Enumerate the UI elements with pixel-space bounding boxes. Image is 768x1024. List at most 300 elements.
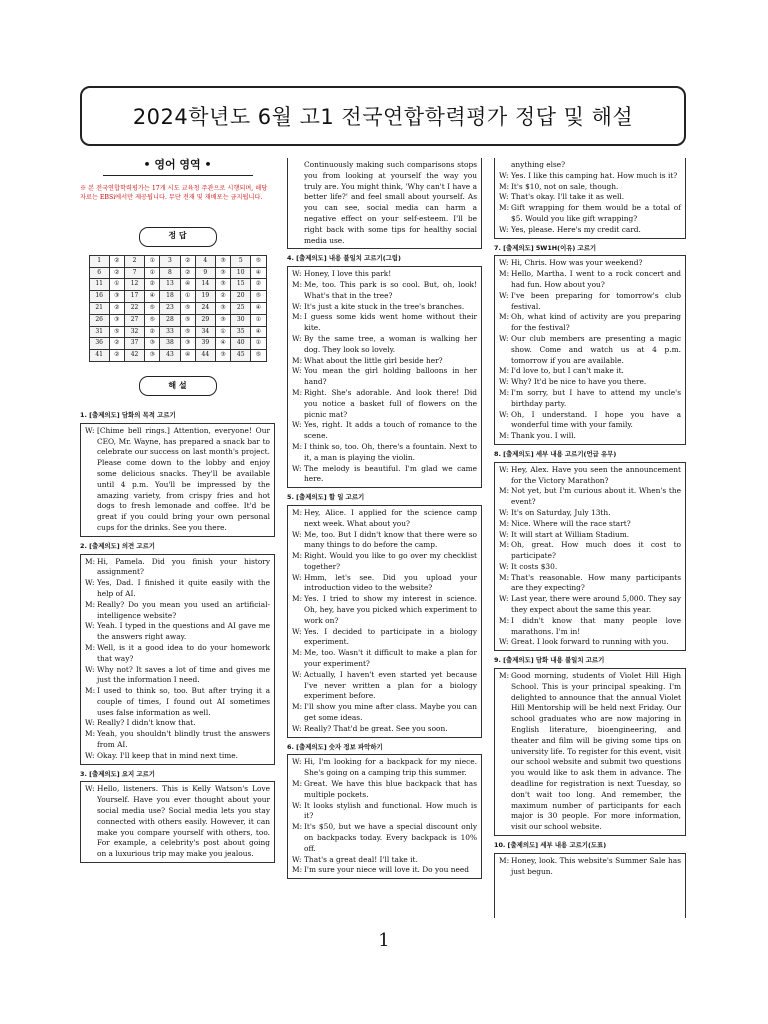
script-box	[287, 266, 482, 488]
dialogue-line	[499, 160, 681, 171]
dialogue-line	[499, 225, 681, 236]
dialogue-text: Oh, great. How much does it cost to participate?	[511, 540, 681, 561]
dialogue-text: Me, too. But I didn't know that there were so many things to do before the camp.	[304, 529, 477, 550]
dialogue-text: Me, too. Wasn't it difficult to make a plan for your experiment?	[304, 648, 477, 669]
dialogue-text: I've been preparing for tomorrow's club festival.	[511, 290, 681, 311]
dialogue-text: It's on Saturday, July 13th.	[511, 507, 611, 517]
dialogue-line	[499, 573, 681, 595]
speaker-label: M:	[292, 387, 303, 397]
dialogue-line	[292, 702, 477, 724]
speaker-label: W:	[85, 784, 95, 794]
speaker-label: W:	[292, 723, 302, 733]
speaker-label: M:	[499, 855, 510, 865]
answer-row	[89, 302, 266, 314]
answer-choice: ①	[180, 291, 195, 303]
dialogue-line	[292, 801, 477, 823]
dialogue-text: Right. Would you like to go over my checklist together?	[304, 551, 477, 571]
dialogue-text: Hi, Chris. How was your weekend?	[511, 258, 643, 268]
column-middle	[287, 158, 482, 883]
question-number: 44	[195, 350, 215, 362]
question-number: 31	[89, 326, 109, 338]
dialogue-text: I didn't know that many people love marathons. I'm in!	[511, 615, 681, 636]
dialogue-line	[499, 192, 681, 203]
dialogue-line	[292, 366, 477, 388]
question-number: 37	[124, 338, 144, 350]
answer-choice: ⑤	[145, 314, 160, 326]
answer-row	[89, 350, 266, 362]
dialogue-line	[499, 431, 681, 442]
dialogue-text: Really? Do you mean you used an artificial-intelligence website?	[97, 599, 270, 620]
answer-choice: ①	[251, 338, 266, 350]
speaker-label: M:	[292, 594, 303, 604]
dialogue-text: Our club members are presenting a magic show. Come and watch us at 4 p.m. tomorrow if you are available.	[511, 333, 681, 365]
answer-table	[89, 255, 267, 362]
question-heading: 4. [출제의도] 내용 불일치 고르기(그림)	[287, 254, 401, 263]
dialogue-text: Yes. I tried to show my interest in science. Oh, hey, have you picked which experiment to work on?	[304, 594, 477, 625]
dialogue-text: Not yet, but I'm curious about it. When's the event?	[511, 486, 681, 507]
dialogue-text: Actually, I haven't even started yet because I've never written a plan for a biology experiment before.	[304, 669, 477, 701]
dialogue-text: Honey, look. This website's Summer Sale has just begun.	[511, 855, 681, 876]
dialogue-line	[499, 508, 681, 519]
question-number: 21	[89, 302, 109, 314]
speaker-label: W:	[292, 572, 302, 582]
script-box	[494, 853, 686, 918]
question-number: 6	[89, 267, 109, 279]
answer-row	[89, 291, 266, 303]
speaker-label: M:	[499, 572, 510, 582]
speaker-label: W:	[499, 507, 509, 517]
question-number: 16	[89, 291, 109, 303]
dialogue-text: anything else?	[511, 160, 566, 169]
answer-row	[89, 267, 266, 279]
question-number: 5	[231, 255, 251, 267]
speaker-label: W:	[499, 290, 509, 300]
question-number: 14	[195, 279, 215, 291]
speaker-label: W:	[499, 192, 509, 202]
question-heading: 1. [출제의도] 담화의 목적 고르기	[80, 410, 176, 419]
question-number: 36	[89, 338, 109, 350]
dialogue-line	[499, 388, 681, 410]
answers-label: 정 답	[139, 227, 217, 247]
speaker-label: W:	[292, 366, 302, 376]
dialogue-text: Hi, I'm looking for a backpack for my niece. She's going on a camping trip this summer.	[304, 757, 477, 778]
dialogue-line	[499, 171, 681, 182]
dialogue-text: Hey, Alex. Have you seen the announcement for the Victory Marathon?	[511, 464, 681, 485]
dialogue-text: I'd love to, but I can't make it.	[511, 366, 624, 376]
speaker-label: W:	[292, 757, 302, 767]
dialogue-text: Yeah, you shouldn't blindly trust the answers from AI.	[97, 729, 270, 750]
column-right	[494, 158, 686, 918]
dialogue-line	[292, 464, 477, 486]
dialogue-text: You mean the girl holding balloons in her hand?	[304, 366, 477, 387]
dialogue-line	[499, 671, 681, 833]
dialogue-text: It's $10, not on sale, though.	[511, 181, 619, 191]
question-number: 33	[160, 326, 180, 338]
question-number: 17	[124, 291, 144, 303]
question-number: 40	[231, 338, 251, 350]
speaker-label: W:	[499, 170, 509, 180]
dialogue-line	[292, 508, 477, 530]
dialogue-line	[292, 280, 477, 302]
question-number: 32	[124, 326, 144, 338]
answer-choice: ⑤	[251, 291, 266, 303]
answer-choice: ②	[109, 267, 124, 279]
dialogue-text: It's $50, but we have a special discount only on backpacks today. Every backpack is 10% off.	[304, 822, 477, 853]
question-number: 43	[160, 350, 180, 362]
dialogue-text: Hello, Martha. I went to a rock concert and had fun. How about you?	[511, 269, 681, 289]
question-number: 3	[160, 255, 180, 267]
speaker-label: M:	[292, 779, 303, 789]
question-number: 4	[195, 255, 215, 267]
question-heading: 7. [출제의도] 5W1H(이유) 고르기	[494, 243, 597, 252]
dialogue-text: I'm sure your niece will love it. Do you need	[304, 865, 469, 875]
dialogue-line	[292, 724, 477, 735]
question-number: 9	[195, 267, 215, 279]
answer-choice: ②	[180, 255, 195, 267]
dialogue-text: I'll show you mine after class. Maybe you can get some ideas.	[304, 702, 477, 723]
questions-col1	[80, 410, 275, 863]
dialogue-line	[292, 530, 477, 552]
dialogue-line	[499, 410, 681, 432]
answer-choice: ④	[180, 350, 195, 362]
answer-choice: ①	[216, 326, 231, 338]
question-heading: 9. [출제의도] 담화 내용 불일치 고르기	[494, 656, 605, 665]
question-heading: 6. [출제의도] 숫자 정보 파악하기	[287, 742, 383, 751]
dialogue-text: It looks stylish and functional. How much is it?	[304, 800, 477, 821]
speaker-label: M:	[499, 671, 510, 681]
question-number: 26	[89, 314, 109, 326]
answer-choice: ③	[216, 255, 231, 267]
dialogue-text: [Chime bell rings.] Attention, everyone! Our CEO, Mr. Wayne, has prepared a snack bar to celebrate our success on last month's project. Please come down to the lobby and enjoy some delicious snacks. They'll be available until 4 p.m. You'll be impressed by the amazing variety, from crispy fries and hot dogs to fresh lemonade and coffee. It'd be great if you could bring your own personal cups for the drinks. See you there.	[97, 425, 270, 532]
answer-choice: ③	[216, 279, 231, 291]
answer-choice: ③	[180, 338, 195, 350]
dialogue-line	[499, 182, 681, 193]
speaker-label: M:	[292, 648, 303, 658]
dialogue-line	[292, 594, 477, 626]
dialogue-line	[499, 562, 681, 573]
dialogue-line	[292, 865, 477, 876]
speaker-label: W:	[85, 578, 95, 588]
answer-choice: ④	[180, 279, 195, 291]
question-number: 23	[160, 302, 180, 314]
dialogue-line	[499, 530, 681, 541]
dialogue-line	[85, 665, 270, 687]
question-number: 29	[195, 314, 215, 326]
dialogue-text: Me, too. This park is so cool. But, oh, look! What's that in the tree?	[304, 279, 477, 300]
speaker-label: M:	[292, 355, 303, 365]
speaker-label: W:	[292, 626, 302, 636]
question-number: 7	[124, 267, 144, 279]
answer-choice: ②	[145, 326, 160, 338]
speaker-label: W:	[499, 224, 509, 234]
question-number: 28	[160, 314, 180, 326]
speaker-label: W:	[499, 409, 509, 419]
speaker-label: M:	[292, 312, 303, 322]
dialogue-line	[499, 291, 681, 313]
page-title: 2024학년도 6월 고1 전국연합학력평가 정답 및 해설	[80, 86, 686, 146]
speaker-label: M:	[499, 486, 510, 496]
answer-choice: ⑤	[180, 302, 195, 314]
dialogue-text: Hi, Pamela. Did you finish your history assignment?	[97, 556, 270, 577]
question-number: 1	[89, 255, 109, 267]
dialogue-text: I guess some kids went home without their kite.	[304, 312, 477, 333]
dialogue-line	[85, 578, 270, 600]
dialogue-text: I think so, too. Oh, there's a fountain. Next to it, a man is playing the violin.	[304, 441, 477, 462]
dialogue-text: Good morning, students of Violet Hill High School. This is your principal speaking. I'm delighted to announce that the annual Violet Hill Mentorship will be held next Friday. Our school graduates who are now majoring in English literature, bioengineering, and theater and film will be giving some tips on university life. To register for this event, visit our school website and submit two questions you would like to ask them in advance. The deadline for registration is next Tuesday, so don't wait too long. And remember, the maximum number of participants for each major is 30 people. For more information, visit our school website.	[511, 671, 681, 832]
answer-row	[89, 255, 266, 267]
answer-choice: ⑤	[251, 350, 266, 362]
dialogue-line	[499, 540, 681, 562]
speaker-label: M:	[499, 269, 510, 279]
question-number: 12	[124, 279, 144, 291]
dialogue-line	[292, 648, 477, 670]
answer-row	[89, 338, 266, 350]
dialogue-text: Yeah. I typed in the questions and AI gave me the answers right away.	[97, 621, 270, 642]
answer-choice: ①	[251, 314, 266, 326]
speaker-label: M:	[499, 203, 510, 213]
question-number: 38	[160, 338, 180, 350]
dialogue-line	[292, 312, 477, 334]
question-number: 8	[160, 267, 180, 279]
dialogue-line	[85, 643, 270, 665]
question-heading: 3. [출제의도] 요지 고르기	[80, 769, 155, 778]
answer-choice: ⑤	[180, 326, 195, 338]
commentary-label: 해 설	[139, 376, 217, 396]
script-box	[80, 423, 275, 537]
script-box	[494, 668, 686, 836]
question-number: 34	[195, 326, 215, 338]
question-number: 22	[124, 302, 144, 314]
dialogue-line	[85, 729, 270, 751]
answer-choice: ①	[145, 255, 160, 267]
speaker-label: M:	[292, 551, 303, 561]
speaker-label: W:	[292, 463, 302, 473]
speaker-label: M:	[85, 729, 96, 739]
dialogue-text: Why? It'd be nice to have you there.	[511, 377, 647, 387]
answer-choice: ②	[109, 350, 124, 362]
speaker-label: M:	[499, 540, 510, 550]
answer-choice: ④	[251, 267, 266, 279]
script-box	[287, 158, 482, 249]
dialogue-text: Continuously making such comparisons stops you from looking at yourself the way you truly are. You might think, 'Why can't I have a better life?' and feel small about yourself. As you can see, social media can harm a negative effect on your self-esteem. I'll be right back with some tips for healthy social media use.	[304, 160, 477, 245]
speaker-label: W:	[499, 637, 509, 647]
dialogue-line	[499, 269, 681, 291]
speaker-label: W:	[499, 333, 509, 343]
answer-choice: ④	[145, 291, 160, 303]
speaker-label: M:	[292, 441, 303, 451]
dialogue-line	[292, 855, 477, 866]
dialogue-text: Really? That'd be great. See you soon.	[304, 723, 448, 733]
dialogue-text: Great. We have this blue backpack that has multiple pockets.	[304, 779, 477, 799]
speaker-label: W:	[499, 561, 509, 571]
dialogue-text: What about the little girl beside her?	[304, 355, 443, 365]
dialogue-text: Why not? It saves a lot of time and gives me just the information I need.	[97, 664, 270, 685]
dialogue-text: It's just a kite stuck in the tree's branches.	[304, 301, 465, 311]
speaker-label: M:	[499, 615, 510, 625]
dialogue-text: Hmm, let's see. Did you upload your introduction video to the website?	[304, 572, 477, 593]
dialogue-line	[499, 203, 681, 225]
answer-choice: ①	[109, 279, 124, 291]
answer-choice: ⑤	[180, 314, 195, 326]
question-number: 30	[231, 314, 251, 326]
speaker-label: W:	[292, 301, 302, 311]
speaker-label: W:	[499, 377, 509, 387]
dialogue-line	[499, 366, 681, 377]
dialogue-line	[292, 388, 477, 420]
question-heading: 2. [출제의도] 의견 고르기	[80, 541, 155, 550]
dialogue-line	[499, 312, 681, 334]
question-number: 15	[231, 279, 251, 291]
speaker-label: W:	[85, 750, 95, 760]
answer-choice: ⑤	[145, 302, 160, 314]
question-number: 24	[195, 302, 215, 314]
speaker-label: W:	[292, 333, 302, 343]
copyright-notice: ※ 본 전국연합학력평가는 17개 시도 교육청 주관으로 시행되며, 해당 자료는 EBSi에서만 제공됩니다. 무단 전재 및 재배포는 금지됩니다.	[80, 184, 268, 202]
question-heading: 5. [출제의도] 할 일 고르기	[287, 493, 365, 502]
speaker-label: W:	[292, 800, 302, 810]
question-number: 2	[124, 255, 144, 267]
dialogue-line	[292, 757, 477, 779]
answer-choice: ⑤	[251, 255, 266, 267]
answer-choice: ②	[251, 279, 266, 291]
answer-choice: ③	[109, 291, 124, 303]
dialogue-line	[85, 557, 270, 579]
speaker-label: W:	[292, 420, 302, 430]
dialogue-text: Oh, I understand. I hope you have a wonderful time with your family.	[511, 409, 681, 430]
dialogue-text: It costs $30.	[511, 561, 558, 571]
dialogue-text: Nice. Where will the race start?	[511, 518, 631, 528]
speaker-label: W:	[292, 669, 302, 679]
dialogue-text: That's a great deal! I'll take it.	[304, 854, 418, 864]
speaker-label	[292, 160, 304, 246]
answer-choice: ④	[216, 338, 231, 350]
answer-choice: ②	[145, 279, 160, 291]
dialogue-text: Hello, listeners. This is Kelly Watson's Love Yourself. Have you ever thought about your social media use? Social media lets you stay connected with others easily. However, it can make you compare yourself with others, too. For example, a celebrity's post about going on a luxurious trip may make you jealous.	[97, 784, 270, 859]
dialogue-text: Yes. I like this camping hat. How much is it?	[511, 170, 678, 180]
speaker-label: W:	[499, 594, 509, 604]
dialogue-line	[292, 573, 477, 595]
dialogue-text: Okay. I'll keep that in mind next time.	[97, 750, 238, 760]
dialogue-text: It will start at William Stadium.	[511, 529, 630, 539]
dialogue-line	[499, 594, 681, 616]
dialogue-text: Thank you. I will.	[511, 431, 576, 441]
answer-choice: ③	[216, 314, 231, 326]
dialogue-line	[499, 334, 681, 366]
answer-choice: ③	[216, 350, 231, 362]
speaker-label: W:	[499, 258, 509, 268]
dialogue-text: Last year, there were around 5,000. They say they expect about the same this year.	[511, 594, 681, 615]
answer-choice: ③	[216, 267, 231, 279]
answer-choice: ①	[145, 267, 160, 279]
dialogue-text: That's reasonable. How many participants are they expecting?	[511, 572, 681, 593]
speaker-label: M:	[292, 279, 303, 289]
question-number: 20	[231, 291, 251, 303]
dialogue-line	[85, 718, 270, 729]
dialogue-line	[85, 621, 270, 643]
dialogue-text: Well, is it a good idea to do your homework that way?	[97, 642, 270, 663]
dialogue-line	[292, 160, 477, 246]
dialogue-line	[499, 616, 681, 638]
script-box	[80, 781, 275, 863]
answer-choice: ⑤	[109, 326, 124, 338]
dialogue-line	[292, 670, 477, 702]
dialogue-text: I used to think so, too. But after trying it a couple of times, I found out AI sometimes uses false information as well.	[97, 686, 270, 717]
dialogue-text: Oh, what kind of activity are you preparing for the festival?	[511, 312, 681, 333]
answer-choice: ②	[180, 267, 195, 279]
speaker-label: W:	[85, 425, 95, 435]
speaker-label: W:	[85, 718, 95, 728]
dialogue-line	[499, 486, 681, 508]
speaker-label: W:	[292, 269, 302, 279]
dialogue-line	[499, 519, 681, 530]
subject-divider	[103, 175, 253, 176]
dialogue-line	[292, 302, 477, 313]
speaker-label: M:	[292, 702, 303, 712]
script-box	[494, 158, 686, 239]
dialogue-text: Right. She's adorable. And look there! Did you notice a basket full of flowers on the picnic mat?	[304, 387, 477, 419]
speaker-label: W:	[85, 621, 95, 631]
page-number: 1	[378, 930, 390, 951]
dialogue-line	[499, 637, 681, 648]
dialogue-line	[85, 751, 270, 762]
speaker-label: M:	[292, 822, 303, 832]
dialogue-line	[292, 420, 477, 442]
speaker-label: M:	[292, 507, 303, 517]
answer-choice: ③	[109, 314, 124, 326]
speaker-label: M:	[499, 387, 510, 397]
dialogue-text: By the same tree, a woman is walking her dog. They look so lovely.	[304, 333, 477, 354]
dialogue-line	[85, 426, 270, 534]
script-box	[494, 462, 686, 652]
question-number: 42	[124, 350, 144, 362]
dialogue-line	[499, 258, 681, 269]
question-number: 39	[195, 338, 215, 350]
question-heading: 8. [출제의도] 세부 내용 고르기(언급 유무)	[494, 449, 617, 458]
speaker-label: M:	[499, 518, 510, 528]
dialogue-text: Gift wrapping for them would be a total of $5. Would you like gift wrapping?	[511, 203, 681, 223]
speaker-label: M:	[499, 312, 510, 322]
dialogue-line	[85, 686, 270, 718]
speaker-label: W:	[499, 464, 509, 474]
dialogue-line	[292, 442, 477, 464]
dialogue-line	[292, 779, 477, 801]
answer-choice: ③	[145, 338, 160, 350]
column-left	[80, 158, 275, 867]
dialogue-text: Hey, Alice. I applied for the science camp next week. What about you?	[304, 507, 477, 528]
question-number: 11	[89, 279, 109, 291]
question-heading: 10. [출제의도] 세부 내용 고르기(도표)	[494, 841, 607, 850]
answer-row	[89, 326, 266, 338]
dialogue-line	[292, 627, 477, 649]
dialogue-text: The melody is beautiful. I'm glad we came here.	[304, 463, 477, 484]
speaker-label: M:	[85, 556, 96, 566]
dialogue-line	[85, 784, 270, 860]
answer-choice: ③	[145, 350, 160, 362]
dialogue-line	[292, 551, 477, 573]
answer-choice: ②	[109, 255, 124, 267]
dialogue-text: Really? I didn't know that.	[97, 718, 196, 728]
script-box	[494, 255, 686, 445]
script-box	[287, 505, 482, 738]
dialogue-text: Great. I look forward to running with you.	[511, 637, 669, 647]
dialogue-text: I'm sorry, but I have to attend my uncle's birthday party.	[511, 387, 681, 408]
speaker-label: W:	[85, 664, 95, 674]
dialogue-line	[85, 600, 270, 622]
answer-choice: ②	[216, 291, 231, 303]
dialogue-text: Honey, I love this park!	[304, 269, 392, 279]
answer-choice: ②	[109, 338, 124, 350]
answer-choice: ②	[109, 302, 124, 314]
